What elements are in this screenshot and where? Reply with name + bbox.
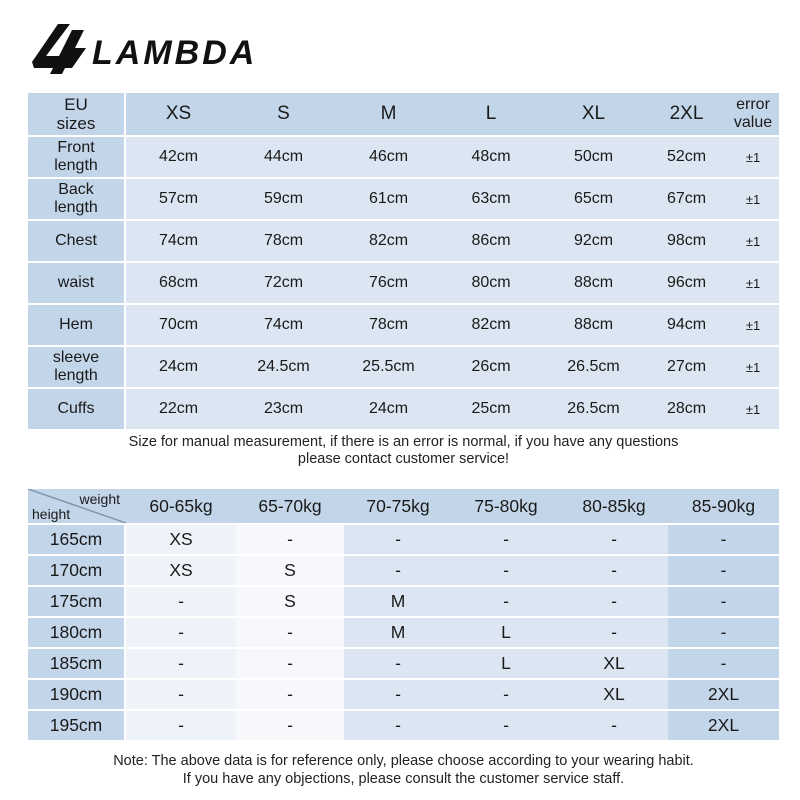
- measurement-note: [28, 434, 779, 468]
- measurement-value: 74cm: [126, 221, 231, 261]
- measurement-value: 98cm: [646, 221, 727, 261]
- recommended-size: S: [236, 556, 344, 585]
- recommended-size: -: [344, 525, 452, 554]
- recommended-size: -: [126, 680, 236, 709]
- weight-height-corner: [28, 489, 126, 523]
- eu-sizes-header: [28, 93, 126, 135]
- reference-note-line: If you have any objections, please consult the customer service staff.: [182, 771, 625, 787]
- size-row: [28, 179, 779, 219]
- brand-logo: [28, 22, 298, 76]
- size-header-l: L: [441, 93, 541, 135]
- error-value: ±1: [727, 221, 779, 261]
- recommended-size: -: [560, 618, 668, 647]
- size-header-xs: XS: [126, 93, 231, 135]
- recommended-size: -: [344, 556, 452, 585]
- measurement-value: 24cm: [336, 389, 441, 429]
- height-label: 185cm: [28, 649, 126, 678]
- measurement-value: 92cm: [541, 221, 646, 261]
- measurement-value: 52cm: [646, 137, 727, 177]
- measurement-value: 82cm: [336, 221, 441, 261]
- weight-header: 60-65kg: [126, 489, 236, 523]
- measurement-value: 28cm: [646, 389, 727, 429]
- recommended-size: XS: [126, 525, 236, 554]
- error-value: ±1: [727, 305, 779, 345]
- recommended-size: -: [452, 525, 560, 554]
- weight-corner-label: weight: [79, 491, 120, 507]
- recommended-size: 2XL: [668, 711, 779, 740]
- label-line: Front: [57, 139, 95, 156]
- recommended-size: 2XL: [668, 680, 779, 709]
- label-line: Back: [58, 181, 94, 198]
- recommended-size: XL: [560, 680, 668, 709]
- weight-height-table: [28, 487, 779, 742]
- measurement-value: 50cm: [541, 137, 646, 177]
- recommended-size: -: [452, 711, 560, 740]
- error-value: ±1: [727, 347, 779, 387]
- weight-header-row: [28, 489, 779, 523]
- label-line: Cuffs: [57, 400, 95, 417]
- measurement-value: 24cm: [126, 347, 231, 387]
- recommended-size: S: [236, 587, 344, 616]
- measurement-value: 26.5cm: [541, 347, 646, 387]
- weight-header: 80-85kg: [560, 489, 668, 523]
- measurement-value: 88cm: [541, 305, 646, 345]
- measurement-label: [28, 137, 126, 177]
- recommended-size: L: [452, 649, 560, 678]
- measurement-value: 22cm: [126, 389, 231, 429]
- weight-header: 75-80kg: [452, 489, 560, 523]
- size-chart-table: [28, 91, 779, 431]
- measurement-value: 42cm: [126, 137, 231, 177]
- error-value: ±1: [727, 263, 779, 303]
- reference-note: [28, 752, 779, 788]
- measurement-value: 76cm: [336, 263, 441, 303]
- recommended-size: -: [126, 618, 236, 647]
- measurement-value: 78cm: [336, 305, 441, 345]
- measurement-value: 70cm: [126, 305, 231, 345]
- measurement-value: 27cm: [646, 347, 727, 387]
- brand-wordmark: LAMBDA: [92, 34, 258, 72]
- height-label: 175cm: [28, 587, 126, 616]
- height-label: 165cm: [28, 525, 126, 554]
- height-label: 170cm: [28, 556, 126, 585]
- measurement-value: 46cm: [336, 137, 441, 177]
- recommended-size: -: [668, 556, 779, 585]
- height-label: 180cm: [28, 618, 126, 647]
- recommended-size: XS: [126, 556, 236, 585]
- label-line: sizes: [56, 114, 96, 133]
- recommended-size: -: [560, 556, 668, 585]
- measurement-value: 74cm: [231, 305, 336, 345]
- recommended-size: -: [236, 711, 344, 740]
- measurement-label: [28, 347, 126, 387]
- measurement-value: 94cm: [646, 305, 727, 345]
- reference-note-line: Note: The above data is for reference only, please choose according to your wearing habit.: [113, 753, 694, 769]
- height-row: [28, 711, 779, 740]
- size-row: [28, 263, 779, 303]
- size-header-xl: XL: [541, 93, 646, 135]
- recommended-size: -: [344, 649, 452, 678]
- error-value: ±1: [727, 389, 779, 429]
- recommended-size: -: [236, 649, 344, 678]
- height-row: [28, 587, 779, 616]
- label-line: EU: [64, 95, 88, 114]
- recommended-size: -: [126, 649, 236, 678]
- size-row: [28, 389, 779, 429]
- recommended-size: -: [236, 618, 344, 647]
- weight-header: 65-70kg: [236, 489, 344, 523]
- measurement-value: 25cm: [441, 389, 541, 429]
- measurement-value: 78cm: [231, 221, 336, 261]
- measurement-value: 24.5cm: [231, 347, 336, 387]
- recommended-size: -: [668, 618, 779, 647]
- measurement-value: 88cm: [541, 263, 646, 303]
- height-row: [28, 618, 779, 647]
- error-value-header: [727, 93, 779, 135]
- measurement-value: 26.5cm: [541, 389, 646, 429]
- measurement-value: 25.5cm: [336, 347, 441, 387]
- measurement-value: 80cm: [441, 263, 541, 303]
- height-label: 190cm: [28, 680, 126, 709]
- height-label: 195cm: [28, 711, 126, 740]
- label-line: length: [54, 199, 98, 216]
- size-row: [28, 221, 779, 261]
- size-row: [28, 305, 779, 345]
- measurement-value: 26cm: [441, 347, 541, 387]
- measurement-value: 68cm: [126, 263, 231, 303]
- label-line: sleeve: [52, 349, 100, 366]
- label-line: value: [733, 114, 773, 131]
- recommended-size: -: [560, 711, 668, 740]
- size-header-2xl: 2XL: [646, 93, 727, 135]
- measurement-value: 65cm: [541, 179, 646, 219]
- label-line: Chest: [55, 232, 97, 249]
- measurement-label: [28, 179, 126, 219]
- label-line: length: [54, 367, 98, 384]
- label-line: waist: [57, 274, 95, 291]
- recommended-size: -: [344, 680, 452, 709]
- label-line: Hem: [59, 316, 93, 333]
- size-row: [28, 347, 779, 387]
- measurement-label: [28, 221, 126, 261]
- size-header-m: M: [336, 93, 441, 135]
- measurement-value: 57cm: [126, 179, 231, 219]
- weight-header: 85-90kg: [668, 489, 779, 523]
- label-line: error: [736, 96, 770, 113]
- recommended-size: -: [452, 587, 560, 616]
- size-header-row: [28, 93, 779, 135]
- height-row: [28, 680, 779, 709]
- recommended-size: M: [344, 587, 452, 616]
- measurement-value: 63cm: [441, 179, 541, 219]
- recommended-size: L: [452, 618, 560, 647]
- measurement-value: 48cm: [441, 137, 541, 177]
- recommended-size: -: [126, 711, 236, 740]
- measurement-value: 23cm: [231, 389, 336, 429]
- recommended-size: -: [344, 711, 452, 740]
- label-line: length: [54, 157, 98, 174]
- measurement-value: 59cm: [231, 179, 336, 219]
- recommended-size: -: [236, 525, 344, 554]
- recommended-size: -: [452, 680, 560, 709]
- recommended-size: -: [668, 649, 779, 678]
- error-value: ±1: [727, 179, 779, 219]
- height-row: [28, 556, 779, 585]
- recommended-size: -: [560, 587, 668, 616]
- recommended-size: -: [668, 525, 779, 554]
- height-corner-label: height: [32, 506, 71, 522]
- measurement-label: [28, 263, 126, 303]
- measurement-value: 61cm: [336, 179, 441, 219]
- recommended-size: XL: [560, 649, 668, 678]
- weight-header: 70-75kg: [344, 489, 452, 523]
- measurement-value: 67cm: [646, 179, 727, 219]
- measurement-note-line: Size for manual measurement, if there is an error is normal, if you have any questions: [128, 434, 679, 450]
- height-row: [28, 525, 779, 554]
- measurement-value: 44cm: [231, 137, 336, 177]
- measurement-value: 72cm: [231, 263, 336, 303]
- error-value: ±1: [727, 137, 779, 177]
- measurement-value: 86cm: [441, 221, 541, 261]
- height-row: [28, 649, 779, 678]
- recommended-size: -: [236, 680, 344, 709]
- measurement-value: 96cm: [646, 263, 727, 303]
- recommended-size: -: [126, 587, 236, 616]
- recommended-size: -: [452, 556, 560, 585]
- measurement-note-line: please contact customer service!: [297, 451, 510, 467]
- recommended-size: -: [560, 525, 668, 554]
- measurement-label: [28, 305, 126, 345]
- size-row: [28, 137, 779, 177]
- measurement-label: [28, 389, 126, 429]
- recommended-size: -: [668, 587, 779, 616]
- size-header-s: S: [231, 93, 336, 135]
- measurement-value: 82cm: [441, 305, 541, 345]
- recommended-size: M: [344, 618, 452, 647]
- lambda-4-mark-icon: [28, 22, 298, 76]
